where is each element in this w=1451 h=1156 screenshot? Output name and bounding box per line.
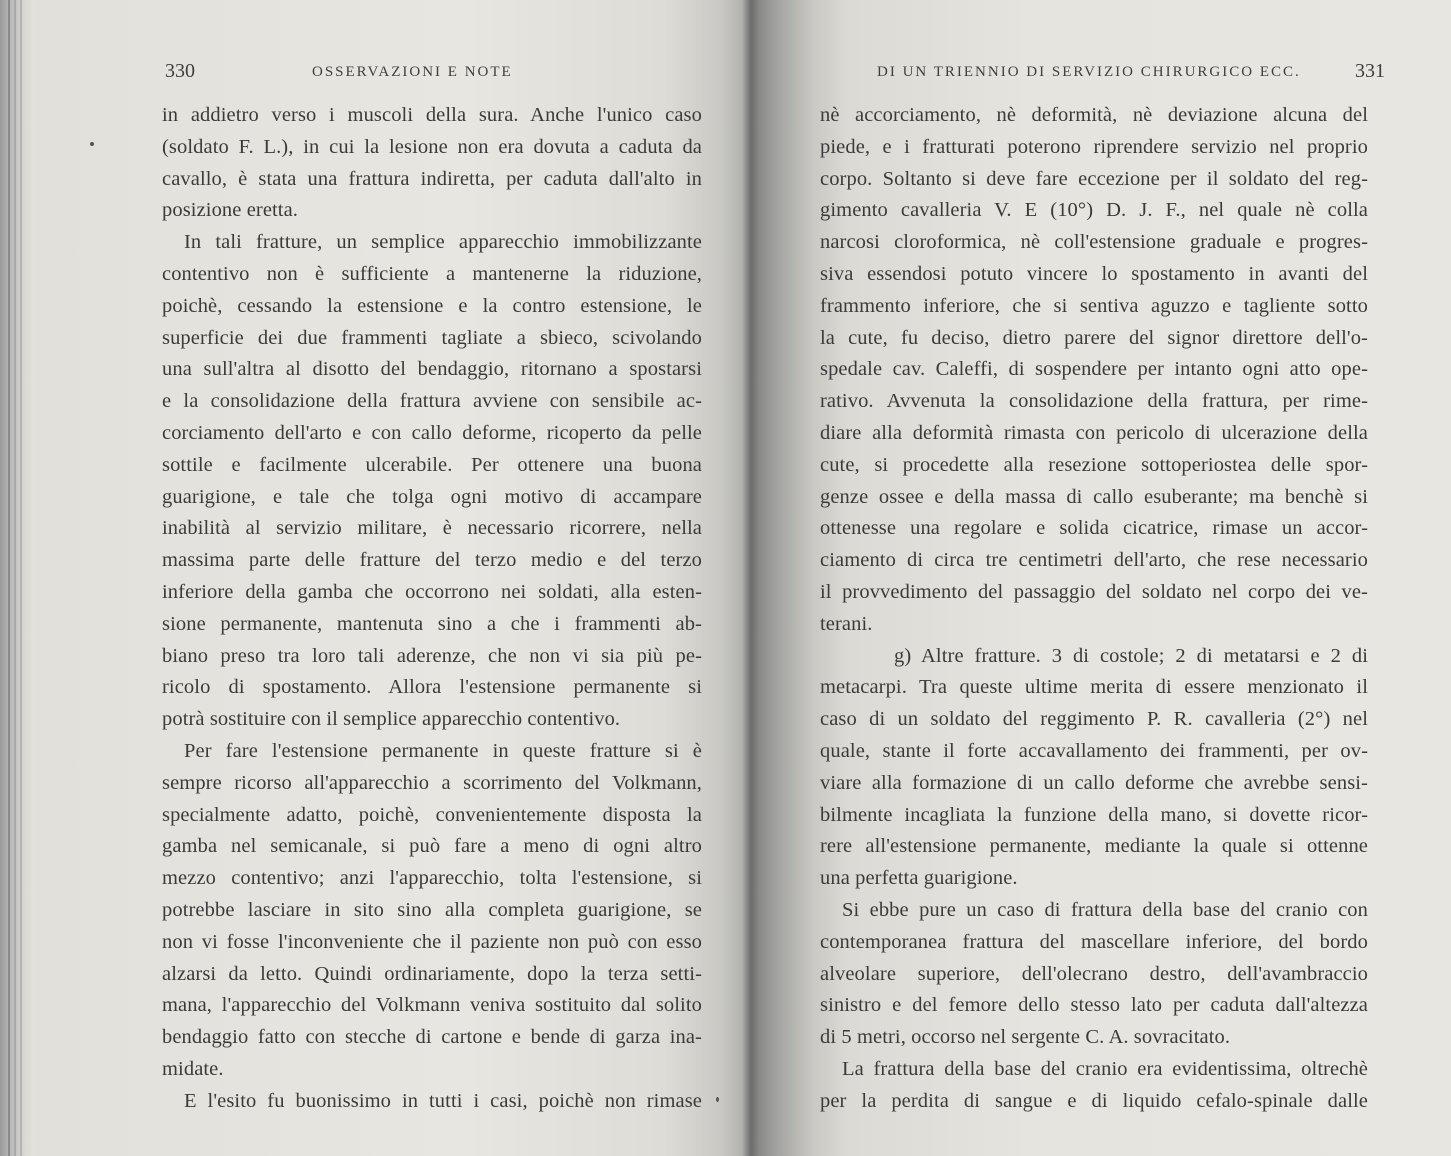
ink-speck: [90, 142, 94, 146]
text-line: una perfetta guarigione.: [820, 867, 1018, 890]
text-line: potrebbe lasciare in sito sino alla completa guarigione, se: [162, 898, 702, 921]
text-line: Per fare l'estensione permanente in queste fratture si è: [184, 739, 702, 762]
text-line: midate.: [162, 1057, 224, 1080]
page-stack-edge: [0, 0, 34, 1156]
text-line: ciamento di circa tre centimetri dell'arto, che rese necessario: [820, 549, 1368, 572]
text-line: narcosi cloroformica, nè coll'estensione graduale e progres-: [820, 231, 1368, 254]
left-page-body: [162, 100, 702, 1118]
text-line: In tali fratture, un semplice apparecchio immobilizzante: [184, 231, 702, 254]
ink-speck: [716, 1097, 719, 1102]
text-line: potrà sostituire con il semplice apparecchio contentivo.: [162, 708, 621, 731]
text-line: frammento inferiore, che si sentiva aguzzo e tagliente sotto: [820, 294, 1368, 317]
text-line: alveolare superiore, dell'olecrano destro, dell'avambraccio: [820, 962, 1368, 985]
text-line: g) Altre fratture. 3 di costole; 2 di metatarsi e 2 di: [894, 644, 1368, 667]
text-line: sottile e facilmente ulcerabile. Per ottenere una buona: [162, 453, 702, 476]
text-line: la cute, fu deciso, dietro parere del signor direttore dell'o-: [820, 326, 1368, 349]
right-running-head: DI UN TRIENNIO DI SERVIZIO CHIRURGICO ECC.: [877, 64, 1301, 80]
text-line: cute, si procedette alla resezione sottoperiostea delle spor-: [820, 453, 1368, 476]
text-line: piede, e i fratturati poterono riprendere servizio nel proprio: [820, 135, 1368, 158]
text-line: non vi fosse l'inconveniente che il paziente non può con esso: [162, 930, 702, 953]
text-line: sinistro e del femore dello stesso lato per caduta dall'altezza: [820, 994, 1368, 1017]
text-line: per la perdita di sangue e di liquido cefalo-spinale dalle: [820, 1089, 1368, 1112]
text-line: sione permanente, mantenuta sino a che i frammenti ab-: [162, 612, 702, 635]
left-page-header: [165, 60, 705, 90]
text-line: diare alla deformità rimasta con pericolo di ulcerazione della: [820, 421, 1368, 444]
text-line: rere all'estensione permanente, mediante la quale si ottenne: [820, 835, 1368, 858]
text-line: (soldato F. L.), in cui la lesione non era dovuta a caduta da: [162, 135, 702, 158]
text-line: e la consolidazione della frattura avviene con sensibile ac-: [162, 390, 702, 413]
text-line: ricolo di spostamento. Allora l'estensione permanente si: [162, 676, 702, 699]
text-line: Si ebbe pure un caso di frattura della base del cranio con: [842, 898, 1368, 921]
text-line: nè accorciamento, nè deformità, nè deviazione alcuna del: [820, 104, 1368, 126]
text-line: il provvedimento del passaggio del soldato nel corpo dei ve-: [820, 580, 1368, 603]
text-line: inabilità al servizio militare, è necessario ricorrere, nella: [162, 517, 702, 540]
text-line: gimento cavalleria V. E (10°) D. J. F., nel quale nè colla: [820, 199, 1368, 222]
text-line: corpo. Soltanto si deve fare eccezione per il soldato del reg-: [820, 167, 1368, 190]
text-line: ottenesse una regolare e solida cicatrice, rimase un accor-: [820, 517, 1368, 540]
left-page-number: 330: [165, 60, 195, 82]
text-line: mana, l'apparecchio del Volkmann veniva sostituito dal solito: [162, 994, 702, 1017]
text-line: specialmente adatto, poichè, convenientemente disposta la: [162, 803, 702, 826]
text-line: una sull'altra al disotto del bendaggio, ritornano a spostarsi: [162, 358, 702, 381]
text-line: viare alla formazione di un callo deforme che avrebbe sensi-: [820, 771, 1368, 794]
text-line: bendaggio fatto con stecche di cartone e bende di garza ina-: [162, 1026, 702, 1049]
text-line: E l'esito fu buonissimo in tutti i casi, poichè non rimase: [184, 1089, 702, 1112]
text-line: contemporanea frattura del mascellare inferiore, del bordo: [820, 930, 1368, 953]
text-line: mezzo contentivo; anzi l'apparecchio, tolta l'estensione, si: [162, 867, 702, 890]
text-line: cavallo, è stata una frattura indiretta, per caduta dall'alto in: [162, 167, 702, 190]
text-line: massima parte delle fratture del terzo medio e del terzo: [162, 549, 702, 572]
text-line: caso di un soldato del reggimento P. R. cavalleria (2°) nel: [820, 708, 1368, 731]
text-line: guarigione, e tale che tolga ogni motivo di accampare: [162, 485, 702, 508]
left-running-head: OSSERVAZIONI E NOTE: [312, 64, 513, 80]
text-line: bilmente incagliata la funzione della mano, si dovette ricor-: [820, 803, 1368, 826]
text-line: siva essendosi potuto vincere lo spostamento in avanti del: [820, 262, 1368, 285]
text-line: genze ossee e della massa di callo esuberante; ma benchè si: [820, 485, 1368, 508]
text-line: metacarpi. Tra queste ultime merita di essere menzionato il: [820, 676, 1368, 699]
text-line: gamba nel semicanale, si può fare a meno di ogni altro: [162, 835, 702, 858]
text-line: contentivo non è sufficiente a mantenerne la riduzione,: [162, 262, 702, 285]
text-line: La frattura della base del cranio era evidentissima, oltrechè: [842, 1057, 1368, 1080]
right-page-body: [820, 100, 1368, 1118]
text-line: sempre ricorso all'apparecchio a scorrimento del Volkmann,: [162, 771, 702, 794]
text-line: superficie dei due frammenti tagliate a sbieco, scivolando: [162, 326, 702, 349]
text-line: alzarsi da letto. Quindi ordinariamente, dopo la terza setti-: [162, 962, 702, 985]
text-line: rativo. Avvenuta la consolidazione della frattura, per rime-: [820, 390, 1368, 413]
text-line: poichè, cessando la estensione e la contro estensione, le: [162, 294, 702, 317]
text-line: posizione eretta.: [162, 199, 299, 222]
right-page-number: 331: [1355, 60, 1385, 82]
book-gutter: [742, 0, 760, 1156]
text-line: inferiore della gamba che occorrono nei soldati, alla esten-: [162, 580, 702, 603]
text-line: biano preso tra loro tali aderenze, che non vi sia più pe-: [162, 644, 702, 667]
text-line: quale, stante il forte accavallamento dei frammenti, per ov-: [820, 739, 1368, 762]
text-line: di 5 metri, occorso nel sergente C. A. sovracitato.: [820, 1026, 1231, 1049]
text-line: in addietro verso i muscoli della sura. Anche l'unico caso: [162, 104, 702, 126]
text-line: corciamento dell'arto e con callo deforme, ricoperto da pelle: [162, 421, 702, 444]
text-line: terani.: [820, 612, 873, 635]
text-line: spedale cav. Caleffi, di sospendere per intanto ogni atto ope-: [820, 358, 1368, 381]
right-page-header: [877, 60, 1385, 90]
